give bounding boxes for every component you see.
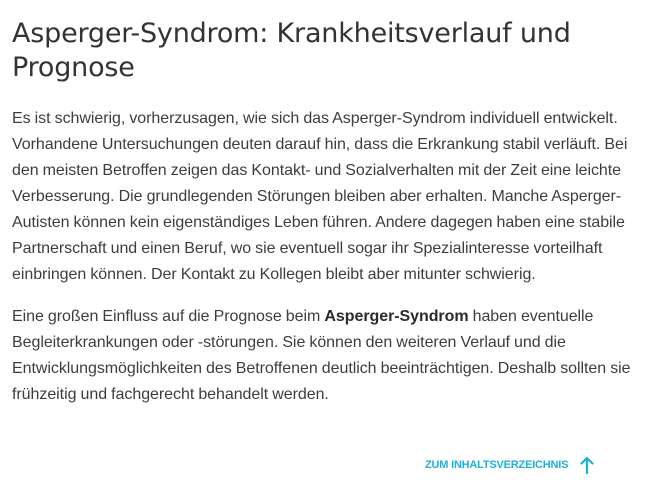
paragraph-2-text-end: haben eventuelle Begleiterkrankungen oder -störungen. Sie können den weiteren Verlauf und die Entwicklungsmöglichkeiten des Betroffenen deutlich beeinträchtigen. Deshalb sollten sie frühzeitig und fachgerecht behandelt werden. xyxy=(12,308,631,403)
paragraph-1: Es ist schwierig, vorherzusagen, wie sich das Asperger-Syndrom individuell entwickelt. Vorhandene Untersuchungen deuten darauf hin, dass die Erkrankung stabil verläuft. Bei den meisten Betroffen zeigen das Kontakt- und Sozialverhalten mit der Zeit eine leichte Verbesserung. Die grundlegenden Störungen bleiben aber erhalten. Manche Asperger-Autisten können kein eigenständiges Leben führen. Andere dagegen haben eine stabile Partnerschaft und einen Beruf, wo sie eventuell sogar ihr Spezialinteresse vorteilhaft einbringen können. Der Kontakt zu Kollegen bleibt aber mitunter schwierig. xyxy=(12,110,628,283)
page-title: Asperger-Syndrom: Krankheitsverlauf und Prognose xyxy=(12,18,571,83)
paragraph-2-bold-term: Asperger-Syndrom xyxy=(324,308,469,325)
arrow-up-icon xyxy=(580,456,594,474)
article xyxy=(12,0,638,408)
paragraph-2-text-start: Eine großen Einfluss auf die Prognose beim xyxy=(12,308,325,325)
paragraph-2 xyxy=(12,304,638,408)
toc-link[interactable] xyxy=(425,455,594,475)
toc-link-label: ZUM INHALTSVERZEICHNIS xyxy=(425,459,569,471)
